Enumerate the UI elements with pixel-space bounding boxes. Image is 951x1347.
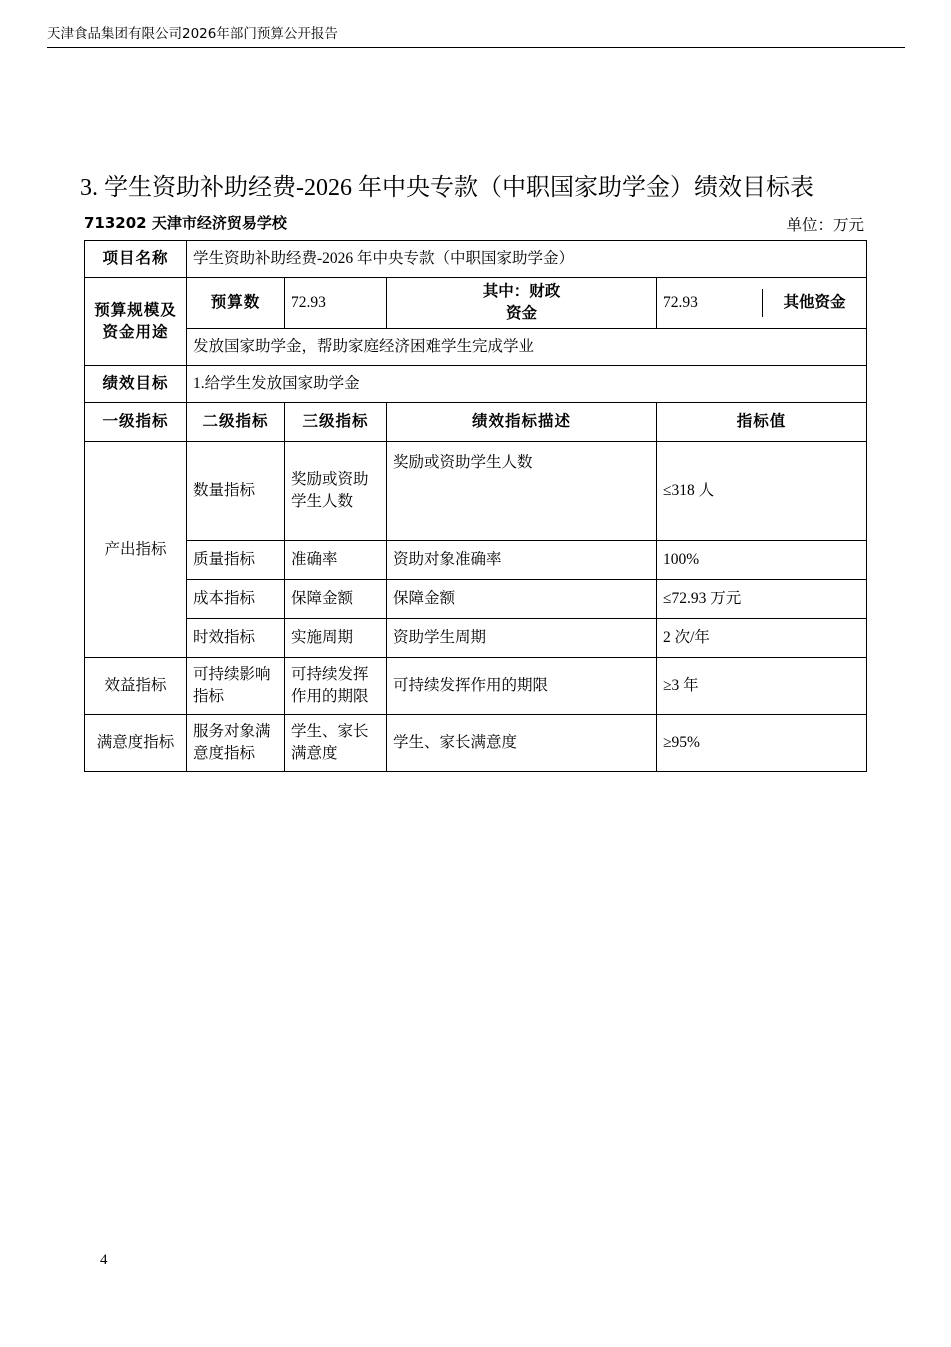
indicator-level3: 实施周期 [285,619,387,658]
of-which-fiscal-label-line1: 其中：财政 [482,283,561,300]
subtitle-row [84,212,864,236]
col-header-value: 指标值 [657,403,867,442]
indicator-level2: 成本指标 [187,580,285,619]
unit-label: 单位：万元 [786,217,864,234]
of-which-fiscal-label-line2: 资金 [505,305,537,322]
budget-amount-label: 预算数 [187,278,285,329]
indicator-value: ≥95% [657,715,867,772]
table-row-performance-goal [85,366,867,403]
indicator-level3 [285,715,387,772]
performance-target-table [84,240,867,772]
indicator-level2 [187,715,285,772]
budget-scope-label-line1: 预算规模及 [94,301,177,319]
running-header: 天津食品集团有限公司2026年部门预算公开报告 [47,26,338,42]
indicator-description: 可持续发挥作用的期限 [387,658,657,715]
table-row-usage [85,329,867,366]
indicator-level3-line2: 作用的期限 [291,688,369,705]
indicator-level3-line2: 满意度 [291,745,338,762]
table-row [85,658,867,715]
indicator-level1-benefit: 效益指标 [85,658,187,715]
of-which-fiscal-cell [657,278,867,329]
fund-usage-value: 发放国家助学金，帮助家庭经济困难学生完成学业 [187,329,867,366]
indicator-level2-line2: 意度指标 [193,745,256,762]
indicator-level1-output: 产出指标 [85,442,187,658]
table-row-budget [85,278,867,329]
school-name: 713202 天津市经济贸易学校 [84,214,287,232]
budget-scope-label-line2: 资金用途 [102,323,169,341]
indicator-value: ≤318 人 [657,442,867,541]
other-funds-label: 其他资金 [783,294,846,311]
page-number: 4 [100,1252,108,1268]
indicator-level2-line2: 指标 [193,688,225,705]
table-row [85,541,867,580]
table-row [85,442,867,541]
indicator-level3-line1: 奖励或资助 [291,471,369,488]
indicator-level1-satisfaction: 满意度指标 [85,715,187,772]
project-name-label: 项目名称 [85,241,187,278]
indicator-level2: 质量指标 [187,541,285,580]
of-which-fiscal-label [387,278,657,329]
table-row [85,715,867,772]
indicator-level3 [285,658,387,715]
indicator-value: 100% [657,541,867,580]
indicator-value: 2 次/年 [657,619,867,658]
page-title: 3. 学生资助补助经费-2026 年中央专款（中职国家助学金）绩效目标表 [80,175,814,201]
indicator-level2-line1: 服务对象满 [193,723,271,740]
col-header-level3: 三级指标 [285,403,387,442]
performance-goal-label: 绩效目标 [85,366,187,403]
table-header-row [85,403,867,442]
indicator-level3-line1: 学生、家长 [291,723,369,740]
indicator-level2: 时效指标 [187,619,285,658]
indicator-level3: 保障金额 [285,580,387,619]
table-row [85,619,867,658]
indicator-level3: 准确率 [285,541,387,580]
indicator-value: ≤72.93 万元 [657,580,867,619]
header-divider [47,47,905,48]
project-name-value: 学生资助补助经费-2026 年中央专款（中职国家助学金） [187,241,867,278]
indicator-description: 资助对象准确率 [387,541,657,580]
budget-scope-label [85,278,187,366]
indicator-value: ≥3 年 [657,658,867,715]
performance-goal-value: 1.给学生发放国家助学金 [187,366,867,403]
indicator-description: 学生、家长满意度 [387,715,657,772]
indicator-description: 保障金额 [387,580,657,619]
indicator-level2-line1: 可持续影响 [193,666,271,683]
of-which-fiscal-value: 72.93 [657,289,763,317]
col-header-level2: 二级指标 [187,403,285,442]
indicator-level2: 数量指标 [187,442,285,541]
budget-amount-value: 72.93 [285,278,387,329]
indicator-level3-line1: 可持续发挥 [291,666,369,683]
indicator-level2 [187,658,285,715]
indicator-description: 资助学生周期 [387,619,657,658]
indicator-level3-line2: 学生人数 [291,493,354,510]
col-header-description: 绩效指标描述 [387,403,657,442]
table-row-project-name [85,241,867,278]
indicator-level3 [285,442,387,541]
table-row [85,580,867,619]
indicator-description: 奖励或资助学生人数 [387,442,657,541]
col-header-level1: 一级指标 [85,403,187,442]
